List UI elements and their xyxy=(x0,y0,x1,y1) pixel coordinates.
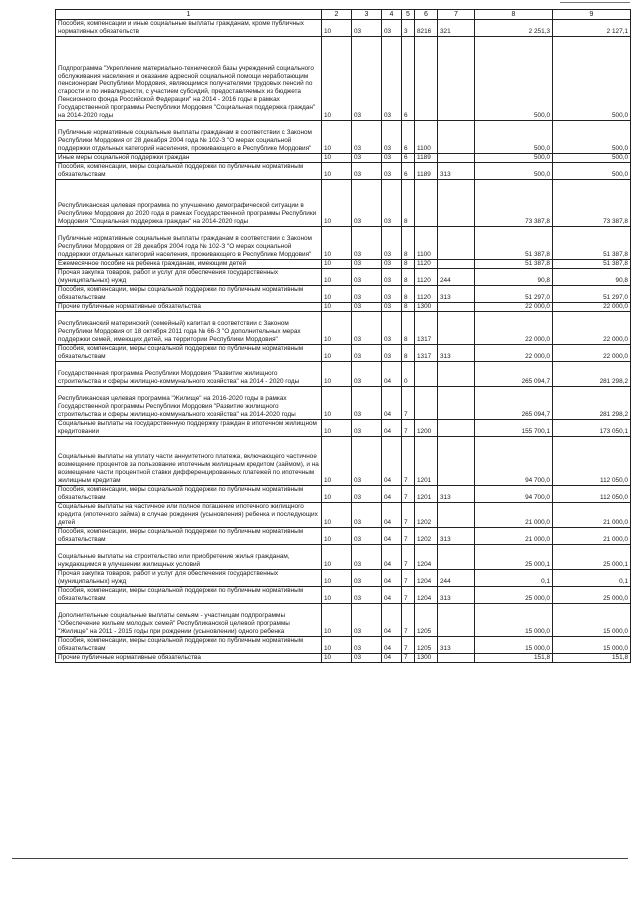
cell-amount-year2: 15 000,0 xyxy=(553,603,631,636)
cell-section: 10 xyxy=(322,180,352,227)
cell-amount-year1: 151,8 xyxy=(475,653,553,662)
cell-name: Пособия, компенсации, меры социальной поддержки по публичным нормативным обязательствам xyxy=(56,636,322,653)
cell-target-article: 1204 xyxy=(415,544,438,569)
cell-section: 10 xyxy=(322,387,352,420)
cell-amount-year1: 21 000,0 xyxy=(475,527,553,544)
cell-section: 10 xyxy=(322,586,352,603)
cell-subprogram: 7 xyxy=(402,486,415,503)
cell-amount-year2: 281 298,2 xyxy=(553,362,631,387)
cell-amount-year2: 2 127,1 xyxy=(553,20,631,37)
cell-subprogram: 8 xyxy=(402,260,415,269)
cell-subprogram: 8 xyxy=(402,269,415,286)
cell-name: Публичные нормативные социальные выплаты гражданам в соответствии с Законом Республики Мордовия от 28 декабря 2004 года № 102-З "О мерах социальной поддержки отдельных категорий населения, проживающего в Республике Мордовия" xyxy=(56,121,322,154)
cell-name: Прочая закупка товаров, работ и услуг для обеспечения государственных (муниципальных) нужд xyxy=(56,269,322,286)
cell-expense-type xyxy=(438,387,475,420)
cell-amount-year1: 500,0 xyxy=(475,154,553,163)
cell-section: 10 xyxy=(322,345,352,362)
cell-program: 03 xyxy=(382,121,402,154)
cell-subsection: 03 xyxy=(352,503,382,528)
cell-expense-type: 313 xyxy=(438,486,475,503)
cell-expense-type xyxy=(438,227,475,260)
cell-subsection: 03 xyxy=(352,37,382,121)
table-row xyxy=(56,303,631,312)
cell-program: 03 xyxy=(382,37,402,121)
cell-section: 10 xyxy=(322,362,352,387)
cell-target-article xyxy=(415,180,438,227)
cell-subprogram: 7 xyxy=(402,527,415,544)
cell-expense-type xyxy=(438,420,475,437)
cell-name: Государственная программа Республики Мордовия "Развитие жилищного строительства и сферы жилищно-коммунального хозяйства" на 2014 - 2020 годы xyxy=(56,362,322,387)
column-header: 8 xyxy=(475,10,553,20)
cell-subsection: 03 xyxy=(352,586,382,603)
cell-expense-type xyxy=(438,362,475,387)
cell-program: 03 xyxy=(382,269,402,286)
table-row xyxy=(56,20,631,37)
table-header-row xyxy=(56,10,631,20)
cell-expense-type: 313 xyxy=(438,163,475,180)
cell-program: 04 xyxy=(382,503,402,528)
cell-expense-type xyxy=(438,154,475,163)
table-row xyxy=(56,362,631,387)
table-row xyxy=(56,269,631,286)
cell-subprogram: 7 xyxy=(402,636,415,653)
cell-subsection: 03 xyxy=(352,20,382,37)
cell-section: 10 xyxy=(322,303,352,312)
cell-subsection: 03 xyxy=(352,437,382,486)
cell-target-article: 1200 xyxy=(415,420,438,437)
table-row xyxy=(56,527,631,544)
cell-section: 10 xyxy=(322,163,352,180)
table-body xyxy=(56,20,631,663)
cell-target-article: 1204 xyxy=(415,586,438,603)
cell-target-article xyxy=(415,387,438,420)
cell-subprogram: 7 xyxy=(402,586,415,603)
cell-amount-year1: 22 000,0 xyxy=(475,312,553,345)
cell-subsection: 03 xyxy=(352,180,382,227)
cell-section: 10 xyxy=(322,420,352,437)
cell-amount-year2: 73 387,8 xyxy=(553,180,631,227)
cell-amount-year1: 25 000,0 xyxy=(475,586,553,603)
cell-subsection: 03 xyxy=(352,420,382,437)
cell-subsection: 03 xyxy=(352,286,382,303)
cell-section: 10 xyxy=(322,154,352,163)
cell-amount-year1: 155 700,1 xyxy=(475,420,553,437)
cell-subprogram: 8 xyxy=(402,312,415,345)
cell-section: 10 xyxy=(322,37,352,121)
cell-section: 10 xyxy=(322,121,352,154)
cell-target-article: 1300 xyxy=(415,303,438,312)
table-row xyxy=(56,227,631,260)
cell-program: 03 xyxy=(382,180,402,227)
cell-target-article: 1120 xyxy=(415,260,438,269)
cell-subsection: 03 xyxy=(352,269,382,286)
cell-subprogram: 8 xyxy=(402,227,415,260)
table-row xyxy=(56,154,631,163)
cell-subprogram: 7 xyxy=(402,420,415,437)
cell-name: Иные меры социальной поддержки граждан xyxy=(56,154,322,163)
cell-amount-year1: 90,8 xyxy=(475,269,553,286)
cell-target-article: 1202 xyxy=(415,503,438,528)
cell-program: 03 xyxy=(382,286,402,303)
cell-program: 04 xyxy=(382,636,402,653)
column-header: 1 xyxy=(56,10,322,20)
cell-name: Социальные выплаты на государственную поддержку граждан в ипотечном жилищном кредитовании xyxy=(56,420,322,437)
cell-name: Пособия, компенсации, меры социальной поддержки по публичным нормативным обязательствам xyxy=(56,527,322,544)
cell-subprogram: 8 xyxy=(402,345,415,362)
cell-amount-year1: 15 000,0 xyxy=(475,636,553,653)
cell-amount-year1: 25 000,1 xyxy=(475,544,553,569)
cell-subsection: 03 xyxy=(352,636,382,653)
cell-target-article: 1204 xyxy=(415,569,438,586)
cell-subprogram: 7 xyxy=(402,569,415,586)
cell-name: Прочие публичные нормативные обязательства xyxy=(56,653,322,662)
table-row xyxy=(56,544,631,569)
cell-amount-year2: 51 297,0 xyxy=(553,286,631,303)
cell-amount-year2: 151,8 xyxy=(553,653,631,662)
cell-target-article: 1202 xyxy=(415,527,438,544)
cell-expense-type: 244 xyxy=(438,569,475,586)
table-row xyxy=(56,569,631,586)
cell-subprogram: 6 xyxy=(402,154,415,163)
cell-amount-year2: 21 000,0 xyxy=(553,527,631,544)
cell-section: 10 xyxy=(322,286,352,303)
page-bottom-rule xyxy=(12,858,628,859)
cell-expense-type xyxy=(438,312,475,345)
cell-amount-year2: 500,0 xyxy=(553,154,631,163)
cell-name: Социальные выплаты на частичное или полное погашение ипотечного жилищного кредита (ипотечного займа) в случае рождения (усыновления) ребенка и последующих детей xyxy=(56,503,322,528)
cell-amount-year2: 500,0 xyxy=(553,163,631,180)
cell-program: 03 xyxy=(382,154,402,163)
cell-subsection: 03 xyxy=(352,387,382,420)
cell-program: 04 xyxy=(382,362,402,387)
cell-section: 10 xyxy=(322,603,352,636)
column-header: 6 xyxy=(415,10,438,20)
cell-name: Пособия, компенсации и иные социальные выплаты гражданам, кроме публичных нормативных обязательств xyxy=(56,20,322,37)
cell-amount-year1: 21 000,0 xyxy=(475,503,553,528)
cell-amount-year1: 500,0 xyxy=(475,163,553,180)
cell-section: 10 xyxy=(322,227,352,260)
cell-subsection: 03 xyxy=(352,345,382,362)
cell-subsection: 03 xyxy=(352,303,382,312)
cell-expense-type xyxy=(438,303,475,312)
table-row xyxy=(56,387,631,420)
cell-amount-year2: 22 000,0 xyxy=(553,345,631,362)
cell-amount-year2: 15 000,0 xyxy=(553,636,631,653)
cell-name: Пособия, компенсации, меры социальной поддержки по публичным нормативным обязательствам xyxy=(56,286,322,303)
column-header: 5 xyxy=(402,10,415,20)
table-row xyxy=(56,486,631,503)
cell-subsection: 03 xyxy=(352,603,382,636)
cell-subsection: 03 xyxy=(352,227,382,260)
cell-expense-type: 313 xyxy=(438,636,475,653)
column-header: 7 xyxy=(438,10,475,20)
cell-name: Публичные нормативные социальные выплаты гражданам в соответствии с Законом Республики Мордовия от 28 декабря 2004 года № 102-З "О мерах социальной поддержки отдельных категорий населения, проживающего в Республике Мордовия" xyxy=(56,227,322,260)
cell-subprogram: 7 xyxy=(402,544,415,569)
cell-expense-type xyxy=(438,503,475,528)
cell-amount-year1: 15 000,0 xyxy=(475,603,553,636)
cell-amount-year1: 500,0 xyxy=(475,37,553,121)
cell-program: 04 xyxy=(382,527,402,544)
cell-expense-type: 313 xyxy=(438,286,475,303)
cell-name: Пособия, компенсации, меры социальной поддержки по публичным нормативным обязательствам xyxy=(56,345,322,362)
table-row xyxy=(56,653,631,662)
cell-target-article: 1201 xyxy=(415,486,438,503)
cell-subprogram: 7 xyxy=(402,503,415,528)
cell-amount-year1: 265 094,7 xyxy=(475,387,553,420)
budget-table xyxy=(55,9,631,663)
cell-subprogram: 7 xyxy=(402,437,415,486)
cell-program: 04 xyxy=(382,486,402,503)
cell-subsection: 03 xyxy=(352,544,382,569)
column-header: 2 xyxy=(322,10,352,20)
cell-name: Республиканская целевая программа "Жилище" на 2016-2020 годы в рамках Государственной программы Республики Мордовия "Развитие жилищного строительства и сферы жилищно-коммунального хозяйства" на 2014-2020 годы xyxy=(56,387,322,420)
cell-amount-year1: 73 387,8 xyxy=(475,180,553,227)
cell-target-article xyxy=(415,37,438,121)
cell-subsection: 03 xyxy=(352,260,382,269)
cell-subprogram: 8 xyxy=(402,303,415,312)
cell-subprogram: 8 xyxy=(402,180,415,227)
cell-section: 10 xyxy=(322,260,352,269)
cell-expense-type: 313 xyxy=(438,586,475,603)
cell-target-article: 1317 xyxy=(415,312,438,345)
column-header: 9 xyxy=(553,10,631,20)
cell-name: Ежемесячное пособие на ребенка гражданам, имеющим детей xyxy=(56,260,322,269)
cell-program: 04 xyxy=(382,569,402,586)
cell-subsection: 03 xyxy=(352,163,382,180)
cell-amount-year2: 25 000,0 xyxy=(553,586,631,603)
cell-expense-type: 321 xyxy=(438,20,475,37)
column-header: 3 xyxy=(352,10,382,20)
cell-subsection: 03 xyxy=(352,653,382,662)
cell-program: 03 xyxy=(382,163,402,180)
cell-program: 04 xyxy=(382,420,402,437)
cell-program: 04 xyxy=(382,586,402,603)
cell-program: 03 xyxy=(382,303,402,312)
top-mark-line xyxy=(560,2,630,3)
table-row xyxy=(56,437,631,486)
cell-program: 04 xyxy=(382,603,402,636)
cell-amount-year1: 500,0 xyxy=(475,121,553,154)
cell-amount-year1: 94 700,0 xyxy=(475,486,553,503)
cell-target-article xyxy=(415,362,438,387)
cell-subprogram: 6 xyxy=(402,163,415,180)
cell-amount-year2: 51 387,8 xyxy=(553,260,631,269)
cell-amount-year1: 94 700,0 xyxy=(475,437,553,486)
cell-target-article: 1100 xyxy=(415,227,438,260)
table-row xyxy=(56,636,631,653)
cell-program: 03 xyxy=(382,227,402,260)
table-row xyxy=(56,260,631,269)
cell-target-article: 1120 xyxy=(415,286,438,303)
cell-amount-year2: 500,0 xyxy=(553,37,631,121)
cell-section: 10 xyxy=(322,544,352,569)
cell-subprogram: 8 xyxy=(402,286,415,303)
cell-amount-year2: 112 050,0 xyxy=(553,437,631,486)
cell-subsection: 03 xyxy=(352,312,382,345)
cell-expense-type: 313 xyxy=(438,345,475,362)
cell-subsection: 03 xyxy=(352,486,382,503)
table-row xyxy=(56,180,631,227)
cell-target-article: 1300 xyxy=(415,653,438,662)
cell-name: Пособия, компенсации, меры социальной поддержки по публичным нормативным обязательствам xyxy=(56,163,322,180)
cell-program: 03 xyxy=(382,312,402,345)
cell-section: 10 xyxy=(322,269,352,286)
cell-program: 03 xyxy=(382,345,402,362)
cell-subsection: 03 xyxy=(352,569,382,586)
cell-program: 03 xyxy=(382,20,402,37)
cell-amount-year1: 2 251,3 xyxy=(475,20,553,37)
cell-subsection: 03 xyxy=(352,121,382,154)
cell-expense-type xyxy=(438,37,475,121)
table-row xyxy=(56,603,631,636)
table-row xyxy=(56,37,631,121)
cell-target-article: 1189 xyxy=(415,163,438,180)
cell-expense-type xyxy=(438,121,475,154)
cell-subprogram: 6 xyxy=(402,121,415,154)
cell-section: 10 xyxy=(322,486,352,503)
cell-subsection: 03 xyxy=(352,362,382,387)
cell-name: Дополнительные социальные выплаты семьям - участницам подпрограммы "Обеспечение жильем молодых семей" Республиканской целевой программы "Жилище" на 2011 - 2015 годы при рождении (усыновлении) одного ребенка xyxy=(56,603,322,636)
cell-amount-year1: 265 094,7 xyxy=(475,362,553,387)
cell-target-article: 1100 xyxy=(415,121,438,154)
cell-amount-year2: 90,8 xyxy=(553,269,631,286)
table-row xyxy=(56,420,631,437)
cell-name: Пособия, компенсации, меры социальной поддержки по публичным нормативным обязательствам xyxy=(56,586,322,603)
cell-section: 10 xyxy=(322,653,352,662)
cell-section: 10 xyxy=(322,527,352,544)
cell-amount-year1: 51 387,8 xyxy=(475,227,553,260)
cell-amount-year2: 22 000,0 xyxy=(553,312,631,345)
cell-section: 10 xyxy=(322,437,352,486)
cell-target-article: 1120 xyxy=(415,269,438,286)
table-row xyxy=(56,503,631,528)
cell-name: Республиканская целевая программа по улучшению демографической ситуации в Республике Мордовия до 2020 года в рамках Государственной программы Республики Мордовия "Социальная поддержка граждан" на 2014-2020 годы xyxy=(56,180,322,227)
cell-subsection: 03 xyxy=(352,527,382,544)
cell-amount-year2: 25 000,1 xyxy=(553,544,631,569)
cell-amount-year2: 0,1 xyxy=(553,569,631,586)
cell-name: Подпрограмма "Укрепление материально-технической базы учреждений социального обслуживания населения и оказание адресной социальной помощи неработающим пенсионерам Республики Мордовия, являющимся получателями трудовых пенсий по старости и по инвалидности, с участием субсидий, предоставляемых из бюджета Пенсионного фонда Российской Федерации" на 2014 - 2016 годы в рамках Государственной программы Республики Мордовия "Социальная поддержка граждан" на 2014-2020 годы xyxy=(56,37,322,121)
table-row xyxy=(56,163,631,180)
cell-expense-type: 244 xyxy=(438,269,475,286)
cell-expense-type xyxy=(438,653,475,662)
cell-expense-type xyxy=(438,260,475,269)
cell-section: 10 xyxy=(322,20,352,37)
cell-amount-year2: 500,0 xyxy=(553,121,631,154)
cell-name: Республиканский материнский (семейный) капитал в соответствии с Законом Республики Мордовия от 18 октября 2011 года № 66-З "О дополнительных мерах поддержки семей, имеющих детей, на территории Республики Мордовия" xyxy=(56,312,322,345)
table-row xyxy=(56,586,631,603)
cell-section: 10 xyxy=(322,636,352,653)
cell-expense-type xyxy=(438,544,475,569)
cell-amount-year2: 22 000,0 xyxy=(553,303,631,312)
cell-amount-year1: 51 387,8 xyxy=(475,260,553,269)
table-row xyxy=(56,286,631,303)
cell-amount-year2: 21 000,0 xyxy=(553,503,631,528)
cell-amount-year2: 51 387,8 xyxy=(553,227,631,260)
cell-name: Прочая закупка товаров, работ и услуг для обеспечения государственных (муниципальных) нужд xyxy=(56,569,322,586)
cell-expense-type: 313 xyxy=(438,527,475,544)
cell-name: Прочие публичные нормативные обязательства xyxy=(56,303,322,312)
cell-subprogram: 7 xyxy=(402,603,415,636)
cell-amount-year2: 281 298,2 xyxy=(553,387,631,420)
cell-subprogram: 7 xyxy=(402,653,415,662)
cell-amount-year2: 112 050,0 xyxy=(553,486,631,503)
cell-subprogram: 7 xyxy=(402,387,415,420)
cell-program: 04 xyxy=(382,653,402,662)
cell-amount-year1: 0,1 xyxy=(475,569,553,586)
cell-target-article: 1205 xyxy=(415,636,438,653)
cell-target-article: 1205 xyxy=(415,603,438,636)
cell-program: 04 xyxy=(382,544,402,569)
cell-name: Социальные выплаты на строительство или приобретение жилья гражданам, нуждающимся в улучшении жилищных условий xyxy=(56,544,322,569)
cell-amount-year1: 51 297,0 xyxy=(475,286,553,303)
cell-target-article: 1189 xyxy=(415,154,438,163)
cell-amount-year1: 22 000,0 xyxy=(475,345,553,362)
cell-target-article: 1201 xyxy=(415,437,438,486)
cell-program: 04 xyxy=(382,387,402,420)
cell-target-article: 8216 xyxy=(415,20,438,37)
cell-expense-type xyxy=(438,437,475,486)
cell-name: Социальные выплаты на уплату части аннуитетного платежа, включающего частичное возмещение процентов за пользование ипотечным жилищным кредитом (займом), и на возмещение части процентной ставки дифференцированных платежей по ипотечным жилищным кредитам xyxy=(56,437,322,486)
cell-amount-year1: 22 000,0 xyxy=(475,303,553,312)
cell-subsection: 03 xyxy=(352,154,382,163)
cell-section: 10 xyxy=(322,503,352,528)
cell-subprogram: 6 xyxy=(402,37,415,121)
table-row xyxy=(56,121,631,154)
cell-expense-type xyxy=(438,603,475,636)
cell-name: Пособия, компенсации, меры социальной поддержки по публичным нормативным обязательствам xyxy=(56,486,322,503)
cell-subprogram: 3 xyxy=(402,20,415,37)
cell-expense-type xyxy=(438,180,475,227)
cell-amount-year2: 173 050,1 xyxy=(553,420,631,437)
table-row xyxy=(56,312,631,345)
cell-subprogram: 0 xyxy=(402,362,415,387)
cell-target-article: 1317 xyxy=(415,345,438,362)
column-header: 4 xyxy=(382,10,402,20)
table-row xyxy=(56,345,631,362)
cell-program: 03 xyxy=(382,260,402,269)
cell-section: 10 xyxy=(322,312,352,345)
cell-section: 10 xyxy=(322,569,352,586)
cell-program: 04 xyxy=(382,437,402,486)
